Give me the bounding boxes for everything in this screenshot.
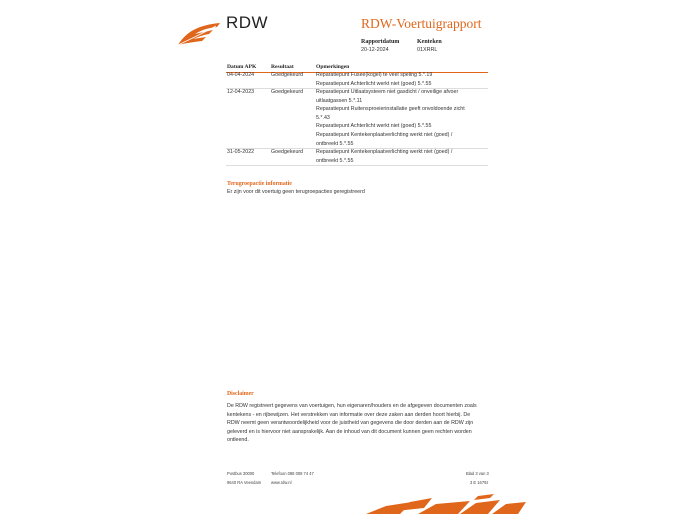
remark-line: Reparatiepunt Kentekenplaatverlichting werkt niet (goed) / [316, 149, 453, 155]
footer-postbus: Postbus 30000 [227, 471, 255, 476]
footer-page-number: Blad 3 van 3 [466, 471, 489, 476]
plate-value: 01XRRL [417, 47, 438, 53]
rdw-logo-icon [176, 20, 222, 48]
decorative-stripes-icon [366, 494, 526, 514]
page-title: RDW-Voertuigrapport [361, 16, 482, 31]
plate-label: Kenteken [417, 39, 442, 45]
disclaimer-text [227, 402, 477, 445]
apk-result: Goedgekeurd [271, 89, 304, 95]
column-header-result: Resultaat [271, 64, 294, 70]
apk-result: Goedgekeurd [271, 72, 304, 78]
report-date-label: Rapportdatum [361, 39, 400, 45]
remark-line: ontbreekt 5.*.55 [316, 157, 354, 164]
apk-date: 04-04-2024 [227, 72, 255, 78]
row-divider [226, 165, 488, 166]
disclaimer-line: kentekens - en rijbewijzen. Het verstrekken van informatie over deze zaken aan derden hoort hierbij. De [227, 411, 471, 418]
disclaimer-title: Disclaimer [227, 391, 254, 397]
footer-city: 9640 RA Veendam [227, 480, 262, 485]
apk-date: 31-05-2022 [227, 149, 255, 155]
report-date-value: 20-12-2024 [361, 47, 389, 53]
apk-remarks [316, 71, 432, 88]
column-header-date: Datum APK [227, 64, 257, 70]
apk-remarks [316, 88, 465, 148]
recall-section-title: Terugroepactie informatie [227, 181, 292, 187]
logo-text: RDW [226, 13, 269, 32]
column-header-remarks: Opmerkingen [316, 64, 350, 70]
disclaimer-line: De RDW registreert gegevens van voertuigen, hun eigenaren/houders en de afgegeven documenten zoals [227, 403, 477, 409]
remark-line: uitlaatgassen 5.*.11 [316, 97, 363, 104]
disclaimer-line: ontleend. [227, 437, 249, 444]
remark-line: Reparatiepunt Fusee(kogel) te veel speling 5.*.19 [316, 72, 433, 78]
footer-phone: Telefoon 088 008 74 47 [271, 471, 314, 476]
apk-remarks [316, 148, 452, 165]
disclaimer-line: RDW neemt geen verantwoordelijkheid voor de juistheid van gegevens die door derden aan de RDW zijn [227, 420, 474, 427]
remark-line: Reparatiepunt Achterlicht werkt niet (goed) 5.*.55 [316, 123, 432, 130]
apk-result: Goedgekeurd [271, 149, 304, 155]
remark-line: Reparatiepunt Uitlaatsysteem niet gasdicht / onveilige afvoer [316, 89, 459, 95]
recall-text: Er zijn voor dit voertuig geen terugroepacties geregistreerd [227, 189, 365, 195]
remark-line: Reparatiepunt Achterlicht werkt niet (goed) 5.*.55 [316, 80, 432, 87]
remark-line: Reparatiepunt Kentekenplaatverlichting werkt niet (goed) / [316, 131, 453, 138]
remark-line: 5.*.43 [316, 114, 330, 121]
footer-website-link[interactable]: www.rdw.nl [271, 480, 292, 485]
remark-line: Reparatiepunt Ruitensproeierinstallatie geeft onvoldoende zicht [316, 106, 465, 113]
footer-code: 3 E 1679z [470, 480, 489, 485]
apk-date: 12-04-2023 [227, 89, 255, 95]
disclaimer-line: geleverd en is hiervoor niet aansprakelijk. Aan de inhoud van dit document kunnen geen rechten worden [227, 428, 472, 435]
remark-line: ontbreekt 5.*.55 [316, 140, 354, 147]
